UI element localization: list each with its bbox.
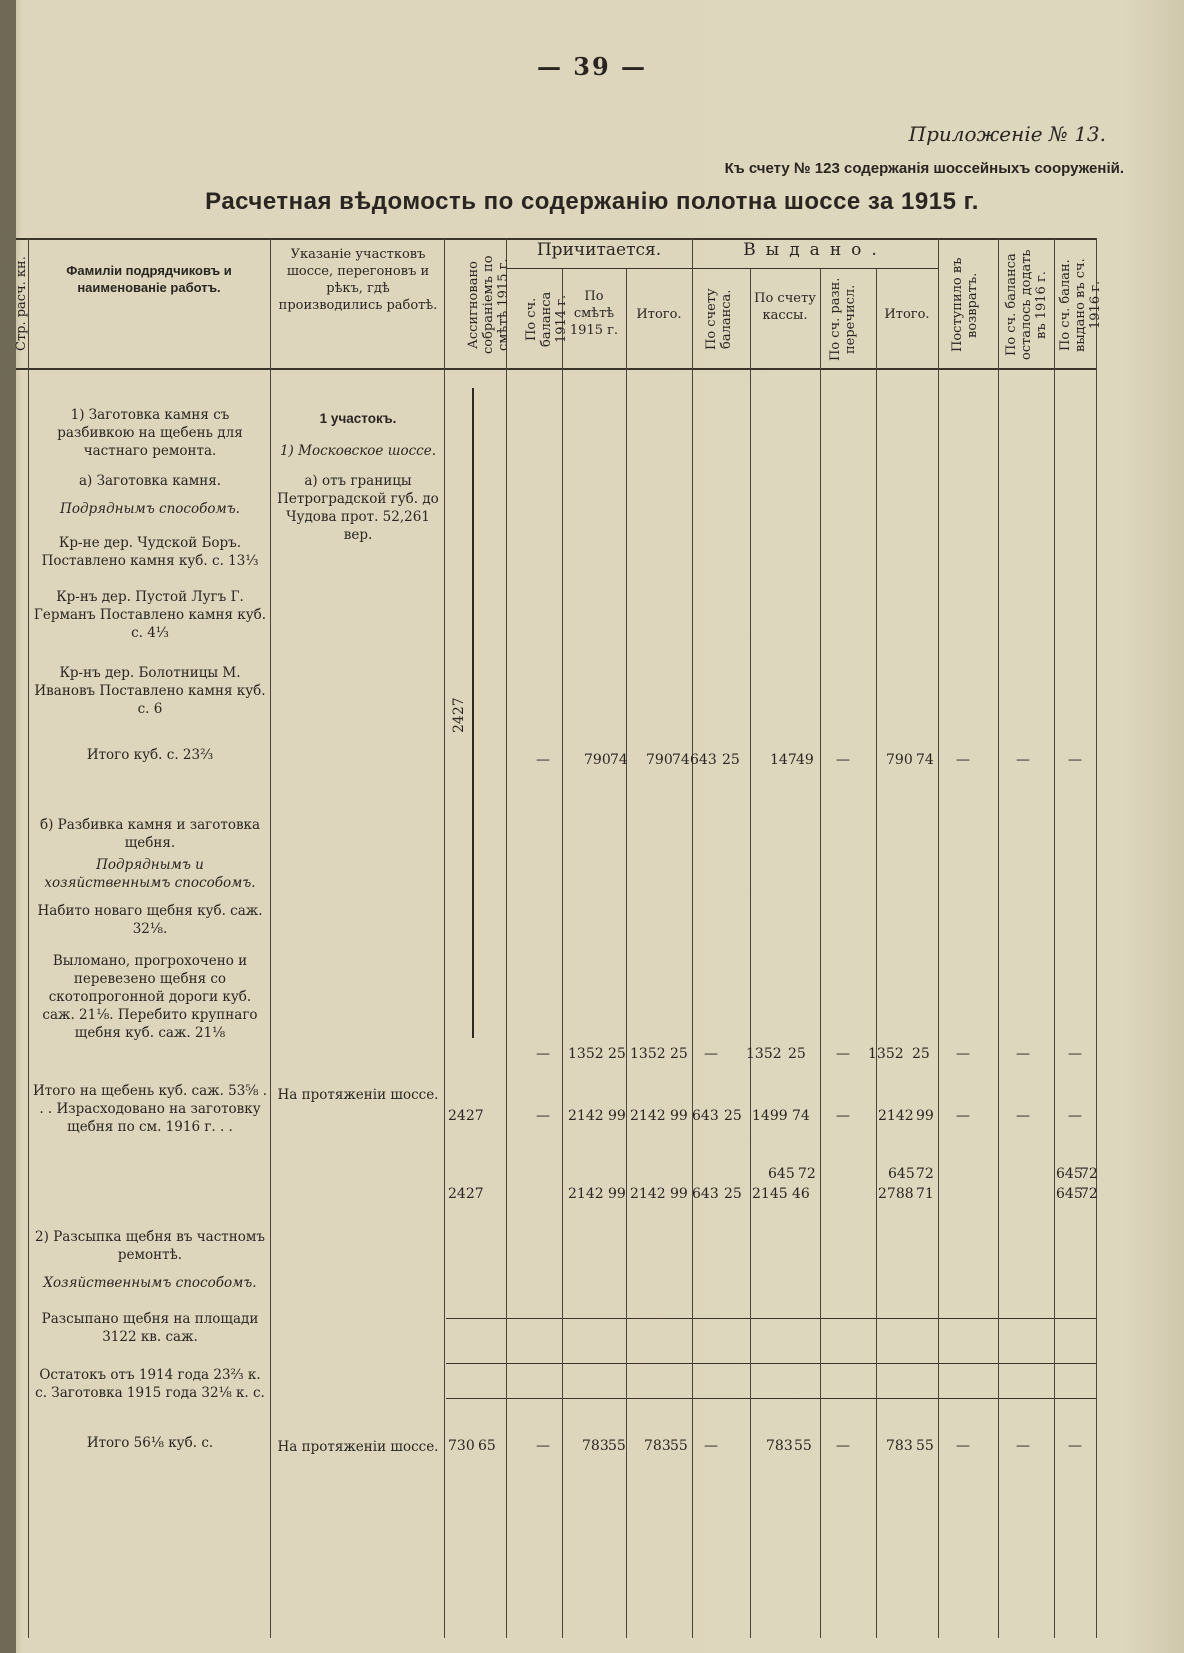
cell-dash: — — [1016, 752, 1030, 768]
cell-issued-cash: 147 — [770, 752, 797, 768]
cell-issued-cash: 783 — [766, 1438, 793, 1454]
column-rule — [750, 268, 751, 1638]
cell-due-estimate: 2142 — [568, 1186, 604, 1202]
cell-dash: — — [1016, 1046, 1030, 1062]
col-assigned: Ассигновано собраніемъ по смѣтѣ 1915 г. — [466, 255, 511, 355]
cell-issued-balance: 643 — [692, 1186, 719, 1202]
cell-paid-1916: 645 — [1056, 1166, 1083, 1182]
cell-paid-1916-kop: 72 — [1080, 1186, 1098, 1202]
col-sections: Указаніе участковъ шоссе, перегоновъ и рѣкъ, гдѣ производились работѣ. — [278, 247, 438, 313]
row-gravel-spreading: 2) Разсыпка щебня въ частномъ ремонтѣ. — [35, 1229, 265, 1263]
cell-dash: — — [1068, 1108, 1082, 1124]
row-total-gravel: Итого на щебень куб. саж. 53⅝ . . . Израсходовано на заготовку щебня по см. 1916 г. . . — [32, 1083, 268, 1135]
cell-assigned: 730 — [448, 1438, 475, 1454]
span-spread: На протяженіи шоссе. — [277, 1439, 439, 1455]
cell-dash: — — [956, 1438, 970, 1454]
cell-dash: — — [1068, 1438, 1082, 1454]
column-rule — [444, 238, 445, 1638]
cell-assigned: 2427 — [448, 1108, 484, 1124]
cell-issued-total-kop: 99 — [916, 1108, 934, 1124]
cell-due-total: 2142 — [630, 1108, 666, 1124]
row-contractor-1: Кр-не дер. Чудской Боръ. Поставлено камня куб. с. 13⅓ — [41, 535, 259, 569]
column-rule — [626, 268, 627, 1638]
cell-issued-total-kop: 74 — [916, 752, 934, 768]
cell-dash: — — [704, 1046, 718, 1062]
cell-issued-total: 2788 — [878, 1186, 914, 1202]
column-rule — [506, 238, 507, 1638]
cell-issued-total: 790 — [886, 752, 913, 768]
cell-due-estimate-kop: 99 — [608, 1108, 626, 1124]
cell-issued-total: 783 — [886, 1438, 913, 1454]
cell-dash: — — [536, 752, 550, 768]
column-rule — [998, 238, 999, 1638]
column-rule — [938, 238, 939, 1638]
road-name: 1) Московское шоссе. — [279, 443, 437, 459]
document-title: Расчетная вѣдомость по содержанію полотна шоссе за 1915 г. — [205, 188, 979, 215]
cell-issued-cash-kop: 25 — [788, 1046, 806, 1062]
bracket-line — [472, 388, 474, 1038]
cell-issued-total-kop: 25 — [912, 1046, 930, 1062]
cell-due-estimate-kop: 99 — [608, 1186, 626, 1202]
cell-dash: — — [536, 1046, 550, 1062]
assigned-value-vertical: 2427 — [451, 697, 467, 733]
cell-due-estimate-kop: 55 — [608, 1438, 626, 1454]
col-page-ref: Стр. расч. кн. — [14, 256, 29, 352]
col-due-total: Итого. — [636, 307, 682, 322]
cell-issued-total: 2142 — [878, 1108, 914, 1124]
cell-issued-cash-kop: 74 — [792, 1108, 810, 1124]
cell-due-total-kop: 99 — [670, 1186, 688, 1202]
cell-issued-cash: 1352 — [746, 1046, 782, 1062]
cell-due-total: 1352 — [630, 1046, 666, 1062]
col-due-balance: По сч. баланса 1914 г. — [524, 291, 569, 347]
appendix-label: Приложеніе № 13. — [908, 122, 1106, 146]
cell-paid-1916: 645 — [1056, 1186, 1083, 1202]
cell-issued-balance: 643 — [690, 752, 717, 768]
cell-due-total-kop: 55 — [670, 1438, 688, 1454]
cell-issued-total: 1352 — [868, 1046, 904, 1062]
cell-dash: — — [704, 1438, 718, 1454]
cell-dash: — — [536, 1108, 550, 1124]
row-spread-area: Разсыпано щебня на площади 3122 кв. саж. — [41, 1311, 259, 1345]
cell-assigned-kop: 65 — [478, 1438, 496, 1454]
col-issued-transfers: По сч. разн. перечисл. — [828, 277, 858, 361]
header-bottom-rule — [16, 368, 1096, 370]
cell-issued-cash-kop: 46 — [792, 1186, 810, 1202]
cell-due-total: 790 — [646, 752, 673, 768]
row-stone-procurement: 1) Заготовка камня съ разбивкою на щебень для частнаго ремонта. — [57, 407, 243, 459]
cell-due-total-kop: 25 — [670, 1046, 688, 1062]
cell-due-estimate: 1352 — [568, 1046, 604, 1062]
column-rule — [1096, 238, 1097, 1638]
cell-paid-1916-kop: 72 — [1080, 1166, 1098, 1182]
col-issued-total: Итого. — [884, 307, 930, 322]
row-gravel-transport: Выломано, прогрохочено и перевезено щебня со скотопрогонной дороги куб. саж. 21⅛. Перебито крупнаго щебня куб. саж. 21⅛ — [42, 953, 258, 1041]
road-span: а) отъ границы Петроградской губ. до Чудова прот. 52,261 вер. — [277, 473, 439, 543]
cell-issued-balance-kop: 25 — [724, 1186, 742, 1202]
row-total-spread: Итого 56⅛ куб. с. — [86, 1435, 214, 1451]
page-number: — 39 — — [536, 52, 648, 81]
cell-issued-total: 645 — [888, 1166, 915, 1182]
column-rule — [692, 238, 693, 1638]
col-due-estimate: По смѣтѣ 1915 г. — [569, 289, 619, 338]
cell-dash: — — [1068, 1046, 1082, 1062]
cell-due-estimate: 2142 — [568, 1108, 604, 1124]
row-new-gravel: Набито новаго щебня куб. саж. 32⅛. — [37, 903, 263, 937]
cell-issued-total-kop: 72 — [916, 1166, 934, 1182]
row-contract-method: Подряднымъ способомъ. — [60, 501, 240, 517]
cell-issued-cash-kop: 49 — [796, 752, 814, 768]
column-rule — [270, 238, 271, 1638]
col-issued-balance: По счету баланса. — [704, 288, 734, 350]
cell-dash: — — [836, 1438, 850, 1454]
cell-issued-cash-kop: 55 — [794, 1438, 812, 1454]
row-remainder: Остатокъ отъ 1914 года 23⅔ к. с. Заготовка 1915 года 32⅛ к. с. — [35, 1367, 265, 1401]
cell-issued-balance-kop: 25 — [724, 1108, 742, 1124]
cell-due-total-kop: 74 — [672, 752, 690, 768]
section-label: 1 участокъ. — [319, 411, 397, 426]
cell-dash: — — [956, 1108, 970, 1124]
group-due: Причитается. — [536, 240, 662, 260]
cell-dash: — — [956, 1046, 970, 1062]
cell-dash: — — [836, 752, 850, 768]
column-rule — [1054, 238, 1055, 1638]
column-rule — [876, 268, 877, 1638]
cell-issued-cash: 1499 — [752, 1108, 788, 1124]
row-household-method: Хозяйственнымъ способомъ. — [43, 1275, 257, 1291]
cell-dash: — — [836, 1108, 850, 1124]
cell-due-total: 2142 — [630, 1186, 666, 1202]
cell-dash: — — [536, 1438, 550, 1454]
cell-due-total-kop: 99 — [670, 1108, 688, 1124]
cell-issued-cash-kop: 72 — [798, 1166, 816, 1182]
span-gravel: На протяженіи шоссе. — [277, 1087, 439, 1103]
row-contractor-3: Кр-нъ дер. Болотницы М. Ивановъ Поставлено камня куб. с. 6 — [34, 665, 266, 717]
col-remains: По сч. баланса осталось додать въ 1916 г. — [1004, 249, 1049, 361]
account-reference: Къ счету № 123 содержанія шоссейныхъ сооруженій. — [724, 160, 1124, 177]
cell-issued-cash: 2145 — [752, 1186, 788, 1202]
cell-issued-balance-kop: 25 — [722, 752, 740, 768]
cell-issued-balance: 643 — [692, 1108, 719, 1124]
column-rule — [562, 268, 563, 1638]
cell-dash: — — [836, 1046, 850, 1062]
row-total-stone: Итого куб. с. 23⅔ — [86, 747, 214, 763]
group-header-rule — [506, 268, 938, 269]
cell-issued-total-kop: 71 — [916, 1186, 934, 1202]
cell-issued-total-kop: 55 — [916, 1438, 934, 1454]
column-rule — [28, 238, 29, 1638]
cell-dash: — — [1016, 1438, 1030, 1454]
ledger-table — [14, 238, 1103, 1653]
column-rule — [820, 268, 821, 1638]
row-stone-breaking: б) Разбивка камня и заготовка щебня. — [39, 817, 261, 851]
cell-dash: — — [956, 752, 970, 768]
cell-due-total: 783 — [644, 1438, 671, 1454]
cell-dash: — — [1068, 752, 1082, 768]
col-issued-cash: По счету кассы. — [754, 291, 816, 323]
cell-due-estimate-kop: 74 — [610, 752, 628, 768]
col-paid-1916: По сч. балан. выдано въ сч. 1916 г. — [1058, 258, 1103, 352]
cell-assigned: 2427 — [448, 1186, 484, 1202]
group-issued: Выдано. — [743, 240, 887, 260]
cell-due-estimate: 790 — [584, 752, 611, 768]
cell-issued-cash: 645 — [768, 1166, 795, 1182]
row-stone-subsection: а) Заготовка камня. — [78, 473, 222, 489]
cell-dash: — — [1016, 1108, 1030, 1124]
cell-due-estimate: 783 — [582, 1438, 609, 1454]
row-mixed-method: Подряднымъ и хозяйственнымъ способомъ. — [44, 857, 256, 891]
col-names: Фамиліи подрядчиковъ и наименованіе работъ. — [66, 263, 232, 295]
cell-due-estimate-kop: 25 — [608, 1046, 626, 1062]
col-returns: Поступило въ возвратъ. — [950, 257, 980, 353]
row-contractor-2: Кр-нъ дер. Пустой Лугъ Г. Германъ Поставлено камня куб. с. 4⅓ — [33, 589, 267, 641]
